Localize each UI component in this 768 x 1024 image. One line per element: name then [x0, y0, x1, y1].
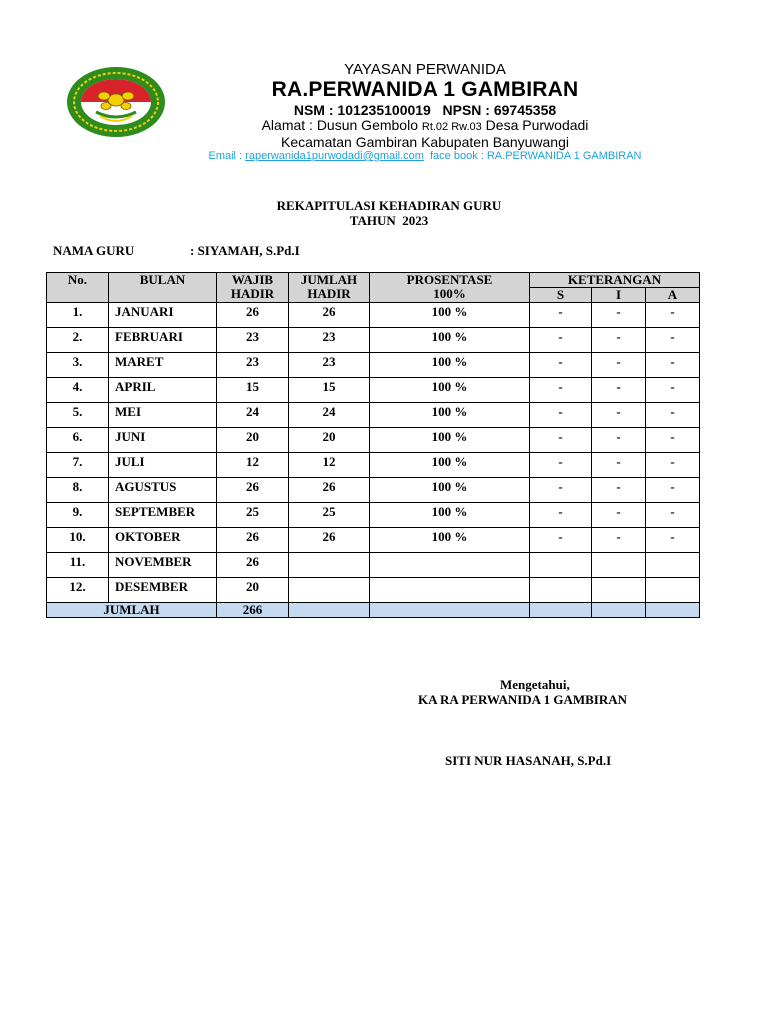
header-a: A	[646, 288, 700, 303]
cell-s: -	[530, 453, 592, 478]
cell-no: 7.	[47, 453, 109, 478]
cell-wajib: 23	[217, 328, 289, 353]
cell-a	[646, 578, 700, 603]
cell-i: -	[592, 378, 646, 403]
cell-s: -	[530, 353, 592, 378]
table-row	[47, 578, 700, 603]
cell-hadir: 26	[289, 478, 370, 503]
cell-no: 11.	[47, 553, 109, 578]
cell-a: -	[646, 328, 700, 353]
cell-s: -	[530, 378, 592, 403]
cell-bulan: MARET	[109, 353, 217, 378]
header-jumlah-hadir: JUMLAH HADIR	[289, 273, 370, 303]
table-row	[47, 453, 700, 478]
total-wajib: 266	[217, 603, 289, 618]
cell-no: 12.	[47, 578, 109, 603]
cell-bulan: MEI	[109, 403, 217, 428]
table-row	[47, 353, 700, 378]
signature-name: SITI NUR HASANAH, S.Pd.I	[445, 753, 612, 768]
cell-s: -	[530, 303, 592, 328]
cell-no: 8.	[47, 478, 109, 503]
cell-wajib: 25	[217, 503, 289, 528]
cell-i: -	[592, 528, 646, 553]
cell-i: -	[592, 428, 646, 453]
cell-s	[530, 578, 592, 603]
table-row	[47, 528, 700, 553]
cell-wajib: 26	[217, 553, 289, 578]
document-title: REKAPITULASI KEHADIRAN GURU	[276, 198, 502, 213]
table-row	[47, 403, 700, 428]
cell-bulan: FEBRUARI	[109, 328, 217, 353]
cell-pros: 100 %	[370, 378, 530, 403]
cell-pros: 100 %	[370, 353, 530, 378]
cell-wajib: 24	[217, 403, 289, 428]
cell-i: -	[592, 303, 646, 328]
signature-known: Mengetahui,	[500, 677, 570, 692]
document-year: TAHUN 2023	[349, 213, 429, 228]
cell-a: -	[646, 378, 700, 403]
cell-bulan: SEPTEMBER	[109, 503, 217, 528]
signature-position: KA RA PERWANIDA 1 GAMBIRAN	[418, 692, 628, 707]
cell-hadir: 20	[289, 428, 370, 453]
cell-s: -	[530, 478, 592, 503]
cell-hadir	[289, 578, 370, 603]
cell-i: -	[592, 478, 646, 503]
email-link[interactable]: raperwanida1purwodadi@gmail.com	[245, 150, 424, 162]
cell-s: -	[530, 503, 592, 528]
cell-hadir: 23	[289, 328, 370, 353]
header-bulan: BULAN	[109, 273, 217, 303]
cell-i: -	[592, 503, 646, 528]
teacher-name-label: NAMA GURU	[53, 243, 135, 258]
cell-bulan: JULI	[109, 453, 217, 478]
cell-s: -	[530, 528, 592, 553]
cell-wajib: 26	[217, 528, 289, 553]
cell-a: -	[646, 428, 700, 453]
header-wajib-hadir: WAJIB HADIR	[217, 273, 289, 303]
cell-hadir: 26	[289, 303, 370, 328]
cell-wajib: 26	[217, 478, 289, 503]
table-row	[47, 553, 700, 578]
table-row	[47, 378, 700, 403]
cell-pros	[370, 578, 530, 603]
cell-a: -	[646, 478, 700, 503]
cell-bulan: OKTOBER	[109, 528, 217, 553]
cell-i: -	[592, 453, 646, 478]
header-i: I	[592, 288, 646, 303]
cell-wajib: 15	[217, 378, 289, 403]
cell-hadir: 12	[289, 453, 370, 478]
attendance-table	[46, 272, 700, 618]
school-district: Kecamatan Gambiran Kabupaten Banyuwangi	[281, 134, 569, 150]
cell-pros: 100 %	[370, 503, 530, 528]
cell-no: 3.	[47, 353, 109, 378]
cell-a: -	[646, 528, 700, 553]
cell-hadir: 26	[289, 528, 370, 553]
table-row	[47, 428, 700, 453]
cell-pros: 100 %	[370, 328, 530, 353]
header-keterangan: KETERANGAN	[530, 273, 700, 288]
cell-bulan: JUNI	[109, 428, 217, 453]
cell-no: 9.	[47, 503, 109, 528]
cell-no: 1.	[47, 303, 109, 328]
total-a	[646, 603, 700, 618]
table-row	[47, 303, 700, 328]
cell-i: -	[592, 353, 646, 378]
cell-bulan: NOVEMBER	[109, 553, 217, 578]
cell-no: 5.	[47, 403, 109, 428]
cell-wajib: 26	[217, 303, 289, 328]
cell-pros	[370, 553, 530, 578]
cell-pros: 100 %	[370, 528, 530, 553]
cell-s	[530, 553, 592, 578]
cell-a: -	[646, 503, 700, 528]
teacher-name-value: : SIYAMAH, S.Pd.I	[190, 243, 300, 258]
cell-s: -	[530, 328, 592, 353]
cell-a: -	[646, 303, 700, 328]
cell-pros: 100 %	[370, 303, 530, 328]
school-name: RA.PERWANIDA 1 GAMBIRAN	[271, 78, 579, 101]
cell-bulan: DESEMBER	[109, 578, 217, 603]
total-label: JUMLAH	[47, 603, 217, 618]
total-s	[530, 603, 592, 618]
cell-i	[592, 553, 646, 578]
cell-a: -	[646, 453, 700, 478]
cell-a	[646, 553, 700, 578]
header-no: No.	[47, 273, 109, 303]
school-ids: NSM : 101235100019 NPSN : 69745358	[293, 102, 557, 118]
perwanida-logo-icon	[66, 66, 166, 138]
cell-hadir: 23	[289, 353, 370, 378]
cell-i: -	[592, 403, 646, 428]
cell-no: 10.	[47, 528, 109, 553]
cell-hadir	[289, 553, 370, 578]
school-address: Alamat : Dusun Gembolo Rt.02 Rw.03 Desa Purwodadi	[261, 117, 589, 133]
cell-pros: 100 %	[370, 428, 530, 453]
cell-hadir: 25	[289, 503, 370, 528]
table-row	[47, 478, 700, 503]
cell-bulan: AGUSTUS	[109, 478, 217, 503]
contact-line: Email : raperwanida1purwodadi@gmail.com face book : RA.PERWANIDA 1 GAMBIRAN	[208, 150, 642, 162]
cell-wajib: 12	[217, 453, 289, 478]
cell-hadir: 15	[289, 378, 370, 403]
cell-wajib: 23	[217, 353, 289, 378]
cell-bulan: APRIL	[109, 378, 217, 403]
cell-s: -	[530, 403, 592, 428]
cell-no: 2.	[47, 328, 109, 353]
cell-wajib: 20	[217, 578, 289, 603]
foundation-name: YAYASAN PERWANIDA	[344, 61, 506, 78]
header-prosentase: PROSENTASE 100%	[370, 273, 530, 303]
total-i	[592, 603, 646, 618]
cell-s: -	[530, 428, 592, 453]
cell-wajib: 20	[217, 428, 289, 453]
cell-i: -	[592, 328, 646, 353]
cell-a: -	[646, 353, 700, 378]
cell-pros: 100 %	[370, 403, 530, 428]
cell-no: 6.	[47, 428, 109, 453]
cell-no: 4.	[47, 378, 109, 403]
table-row	[47, 328, 700, 353]
cell-pros: 100 %	[370, 478, 530, 503]
table-row	[47, 503, 700, 528]
cell-bulan: JANUARI	[109, 303, 217, 328]
header-s: S	[530, 288, 592, 303]
total-prosentase	[370, 603, 530, 618]
cell-pros: 100 %	[370, 453, 530, 478]
total-hadir	[289, 603, 370, 618]
cell-a: -	[646, 403, 700, 428]
cell-i	[592, 578, 646, 603]
cell-hadir: 24	[289, 403, 370, 428]
